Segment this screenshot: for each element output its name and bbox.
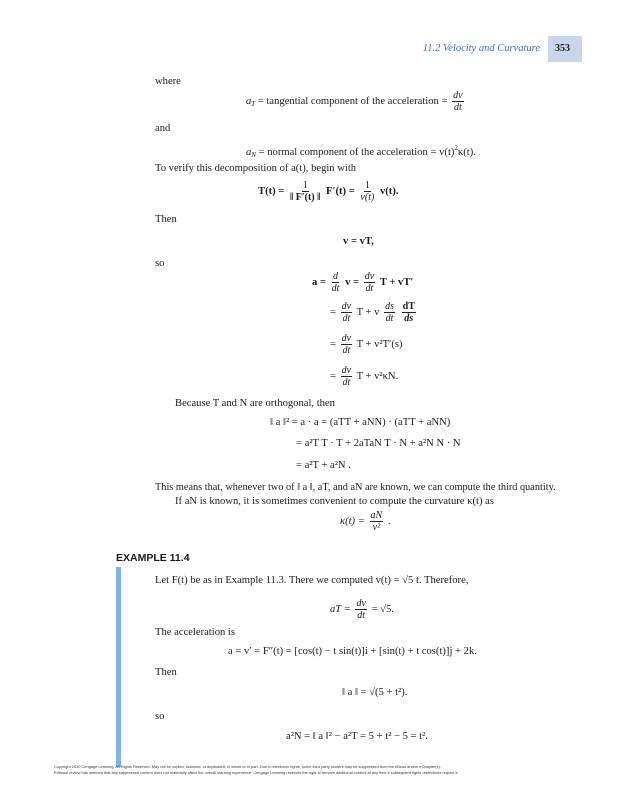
example-heading: EXAMPLE 11.4	[116, 552, 190, 564]
text-where: where	[155, 76, 181, 87]
equation-at: $a_T$ = tangential component of the acceleration = $\frac{dv}{dt}$	[246, 90, 463, 113]
equation-accel-4: = $\frac{dv}{dt}$ T + v²κN.	[330, 365, 399, 388]
equation-norm-1: ‖ a ‖² = a · a = (aTT + aNN) · (aTT + aNN)	[270, 417, 451, 428]
equation-accel-1: a = $\frac{d}{dt}$ v = $\frac{dv}{dt}$ T + vT′	[312, 271, 414, 294]
copyright-footer	[54, 764, 584, 775]
equation-norm-2: = a²T T · T + 2aTaN T · N + a²N N · N	[296, 438, 461, 449]
equation-accel-example: a = v′ = F″(t) = [cos(t) − t sin(t)]i + [sin(t) + t cos(t)]j + 2k.	[228, 646, 477, 657]
text-then: Then	[155, 214, 177, 225]
equation-accel-2: = $\frac{dv}{dt}$ T + v $\frac{ds}{dt}$ $\frac{dT}{ds}$	[330, 301, 415, 324]
equation-norm-3: = a²T + a²N .	[296, 460, 351, 471]
text-so-2: so	[155, 711, 165, 722]
example-accent-bar	[116, 567, 121, 767]
example-line-1: Let F(t) be as in Example 11.3. There we computed v(t) = √5 t. Therefore,	[155, 575, 469, 586]
text-so: so	[155, 258, 165, 269]
text-and: and	[155, 123, 171, 134]
footer-line-2: Editorial review has deemed that any suppressed content does not materially affect the overall learning experience. Cengage Learning reserves the right to remove additional content at any time if subsequent rights restrictions require it.	[54, 769, 459, 775]
text-if-an: If aN is known, it is sometimes convenient to compute the curvature κ(t) as	[175, 496, 494, 507]
text-means: This means that, whenever two of ‖ a ‖, aT, and aN are known, we can compute the third quantity.	[155, 482, 556, 493]
page-number: 353	[555, 43, 570, 54]
equation-an: $a_N$ = normal component of the acceleration = $v(t)^2\kappa(t)$.	[246, 144, 476, 159]
equation-an-example: a²N = ‖ a ‖² − a²T = 5 + t² − 5 = t².	[286, 731, 428, 742]
equation-v: v = vT,	[343, 236, 374, 247]
equation-at-example: aT = $\frac{dv}{dt}$ = √5.	[330, 598, 394, 621]
equation-curvature: κ(t) = $\frac{aN}{\text{v²}}$ .	[340, 510, 391, 533]
running-header	[0, 36, 622, 62]
equation-norm-a: ‖ a ‖ = √(5 + t²).	[342, 687, 408, 698]
text-verify: To verify this decomposition of a(t), begin with	[155, 163, 357, 174]
running-title: 11.2 Velocity and Curvature	[422, 43, 540, 54]
fraction-dv-dt: $\frac{dv}{dt}$	[453, 90, 463, 113]
equation-accel-3: = $\frac{dv}{dt}$ T + v²T′(s)	[330, 333, 403, 356]
text-orthogonal: Because T and N are orthogonal, then	[175, 398, 335, 409]
page-number-tab	[548, 36, 582, 62]
text-then-2: Then	[155, 667, 177, 678]
equation-unit-tangent: T(t) = $\frac{1}{‖ F'(t) ‖}$ F′(t) = $\frac{1}{v(t)}$ v(t).	[258, 180, 399, 203]
footer-line-1: Copyright 2010 Cengage Learning. All Rights Reserved. May not be copied, scanned, or duplicated, in whole or in part. Due to electronic rights, some third party content may be suppressed from the eBook and/or eChapter(s).	[54, 764, 441, 769]
text-accel-intro: The acceleration is	[155, 627, 235, 638]
